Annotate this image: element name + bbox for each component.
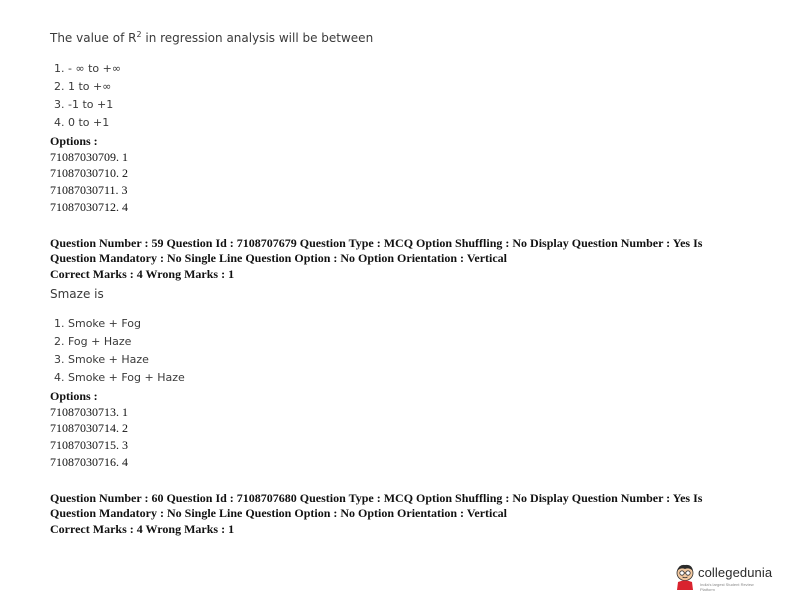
q58-choice-2: 2. 1 to +∞ bbox=[54, 80, 112, 93]
q59-choice-1: 1. Smoke + Fog bbox=[54, 317, 142, 330]
q59-choice-2: 2. Fog + Haze bbox=[54, 335, 132, 348]
q59-option-id-2: 71087030714. 2 bbox=[50, 421, 128, 435]
q60-meta-line-2: Question Mandatory : No Single Line Question Option : No Option Orientation : Vertical bbox=[50, 506, 508, 520]
q60-meta-line-1: Question Number : 60 Question Id : 7108707680 Question Type : MCQ Option Shuffling : No Display Question Number : Yes Is bbox=[50, 491, 703, 505]
q58-option-id-4: 71087030712. 4 bbox=[50, 200, 128, 214]
q59-meta-line-2: Question Mandatory : No Single Line Question Option : No Option Orientation : Vertical bbox=[50, 251, 508, 265]
q60-marks: Correct Marks : 4 Wrong Marks : 1 bbox=[50, 522, 235, 536]
q58-choice-4: 4. 0 to +1 bbox=[54, 116, 110, 129]
question-58-text: The value of $R^2$ in regression analysis will be between bbox=[50, 30, 374, 45]
logo-tagline: India's largest Student Review Platform bbox=[700, 582, 754, 592]
q58-options-label: Options : bbox=[50, 134, 98, 148]
question-59-text: Smaze is bbox=[50, 287, 104, 301]
q59-option-id-3: 71087030715. 3 bbox=[50, 438, 128, 452]
mascot-icon bbox=[674, 564, 696, 590]
q58-choice-1: 1. - ∞ to +∞ bbox=[54, 62, 122, 75]
q59-choice-3: 3. Smoke + Haze bbox=[54, 353, 149, 366]
q59-option-id-1: 71087030713. 1 bbox=[50, 405, 128, 419]
q58-option-id-3: 71087030711. 3 bbox=[50, 183, 128, 197]
q58-option-id-2: 71087030710. 2 bbox=[50, 166, 128, 180]
q59-meta-line-1: Question Number : 59 Question Id : 7108707679 Question Type : MCQ Option Shuffling : No Display Question Number : Yes Is bbox=[50, 236, 703, 250]
q59-marks: Correct Marks : 4 Wrong Marks : 1 bbox=[50, 267, 235, 281]
q59-option-id-4: 71087030716. 4 bbox=[50, 455, 128, 469]
q59-options-label: Options : bbox=[50, 389, 98, 403]
q58-option-id-1: 71087030709. 1 bbox=[50, 150, 128, 164]
collegedunia-logo bbox=[674, 562, 773, 592]
q59-choice-4: 4. Smoke + Fog + Haze bbox=[54, 371, 185, 384]
q58-choice-3: 3. -1 to +1 bbox=[54, 98, 114, 111]
logo-wordmark: collegedunia bbox=[698, 565, 773, 580]
